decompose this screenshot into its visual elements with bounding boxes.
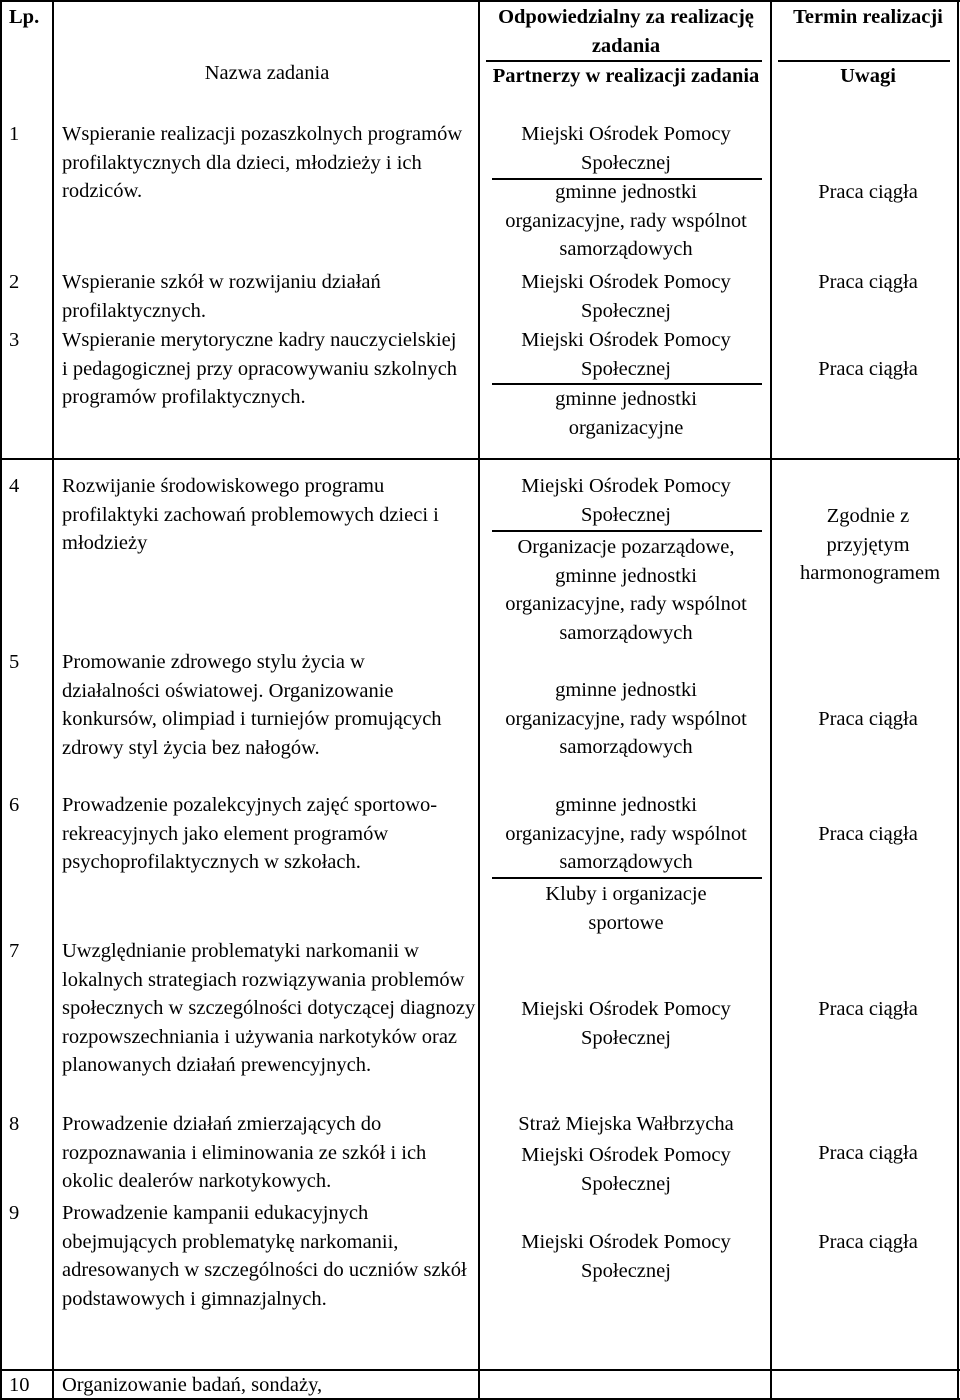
responsible: Straż Miejska Wałbrzycha	[518, 1113, 734, 1135]
row-number: 9	[9, 1202, 20, 1224]
term: Praca ciągła	[818, 823, 918, 845]
responsible: Miejski Ośrodek Pomocy Społecznej	[521, 998, 731, 1049]
row-number: 1	[9, 123, 20, 145]
term: Praca ciągła	[818, 181, 918, 203]
cell-separator	[492, 877, 762, 879]
header-task-name: Nazwa zadania	[204, 62, 330, 84]
grid-line	[770, 0, 772, 1400]
row-number: 2	[9, 271, 20, 293]
partners: Kluby i organizacje sportowe	[545, 883, 707, 934]
row-number: 6	[9, 794, 20, 816]
task-name: Prowadzenie działań zmierzających do rozpoznawania i eliminowania ze szkół i ich okolic dealerów narkotykowych.	[62, 1113, 427, 1192]
row-number: 3	[9, 329, 20, 351]
task-name: Uwzględnianie problematyki narkomanii w lokalnych strategiach rozwiązywania problemów społecznych w szczególności dotyczącej diagnozy rozpowszechniania i używania narkotyków oraz planowanych działań prewencyjnych.	[62, 940, 476, 1076]
table-border-top	[0, 0, 960, 2]
row-number: 4	[9, 475, 20, 497]
term: Praca ciągła	[818, 1231, 918, 1253]
row-number: 7	[9, 940, 20, 962]
task-name: Prowadzenie kampanii edukacyjnych obejmujących problematykę narkomanii, adresowanych w szczególności do uczniów szkół podstawowych i gimnazjalnych.	[62, 1202, 467, 1310]
row-divider	[0, 458, 960, 460]
task-name: Rozwijanie środowiskowego programu profilaktyki zachowań problemowych dzieci i młodzieży	[62, 475, 439, 554]
task-name: Prowadzenie pozalekcyjnych zajęć sportowo-rekreacyjnych jako element programów psychoprofilaktycznych w szkołach.	[62, 794, 438, 873]
term: Praca ciągła	[818, 271, 918, 293]
row-number: 8	[9, 1113, 20, 1135]
task-name: Promowanie zdrowego stylu życia w działalności oświatowej. Organizowanie konkursów, olimpiad i turniejów promujących zdrowy styl życia bez nałogów.	[62, 651, 442, 759]
partners: gminne jednostki organizacyjne	[555, 388, 697, 439]
term: Praca ciągła	[818, 1142, 918, 1164]
responsible: Miejski Ośrodek Pomocy Społecznej	[521, 271, 731, 322]
grid-line	[957, 0, 959, 1400]
task-name: Organizowanie badań, sondaży,	[62, 1374, 323, 1396]
task-name: Wspieranie szkół w rozwijaniu działań profilaktycznych.	[62, 271, 381, 322]
term: Zgodnie z przyjętym harmonogramem	[800, 505, 941, 584]
header-responsible: Odpowiedzialny za realizację zadania	[498, 6, 754, 57]
header-term: Termin realizacji	[793, 6, 943, 28]
header-notes: Uwagi	[840, 65, 896, 87]
responsible: Miejski Ośrodek Pomocy Społecznej	[521, 1231, 731, 1282]
term: Praca ciągła	[818, 708, 918, 730]
responsible: gminne jednostki organizacyjne, rady wspólnot samorządowych	[505, 679, 747, 758]
partners: Miejski Ośrodek Pomocy Społecznej	[521, 1144, 731, 1195]
grid-line	[478, 0, 480, 1400]
partners: gminne jednostki organizacyjne, rady wspólnot samorządowych	[505, 181, 747, 260]
header-lp: Lp.	[9, 6, 40, 28]
cell-separator	[492, 530, 762, 532]
responsible: Miejski Ośrodek Pomocy Społecznej	[521, 475, 731, 526]
partners: Organizacje pozarządowe, gminne jednostki organizacyjne, rady wspólnot samorządowych	[505, 536, 747, 644]
task-name: Wspieranie merytoryczne kadry nauczycielskiej i pedagogicznej przy opracowywaniu szkolnych programów profilaktycznych.	[62, 329, 458, 408]
header-partners: Partnerzy w realizacji zadania	[492, 65, 760, 87]
term: Praca ciągła	[818, 358, 918, 380]
responsible: Miejski Ośrodek Pomocy Społecznej	[521, 123, 731, 174]
responsible: gminne jednostki organizacyjne, rady wspólnot samorządowych	[505, 794, 747, 873]
task-name: Wspieranie realizacji pozaszkolnych programów profilaktycznych dla dzieci, młodzieży i ich rodziców.	[62, 123, 463, 202]
grid-line	[52, 0, 54, 1400]
term: Praca ciągła	[818, 998, 918, 1020]
responsible: Miejski Ośrodek Pomocy Społecznej	[521, 329, 731, 380]
grid-line	[0, 0, 2, 1400]
row-number: 10	[9, 1374, 30, 1396]
row-number: 5	[9, 651, 20, 673]
